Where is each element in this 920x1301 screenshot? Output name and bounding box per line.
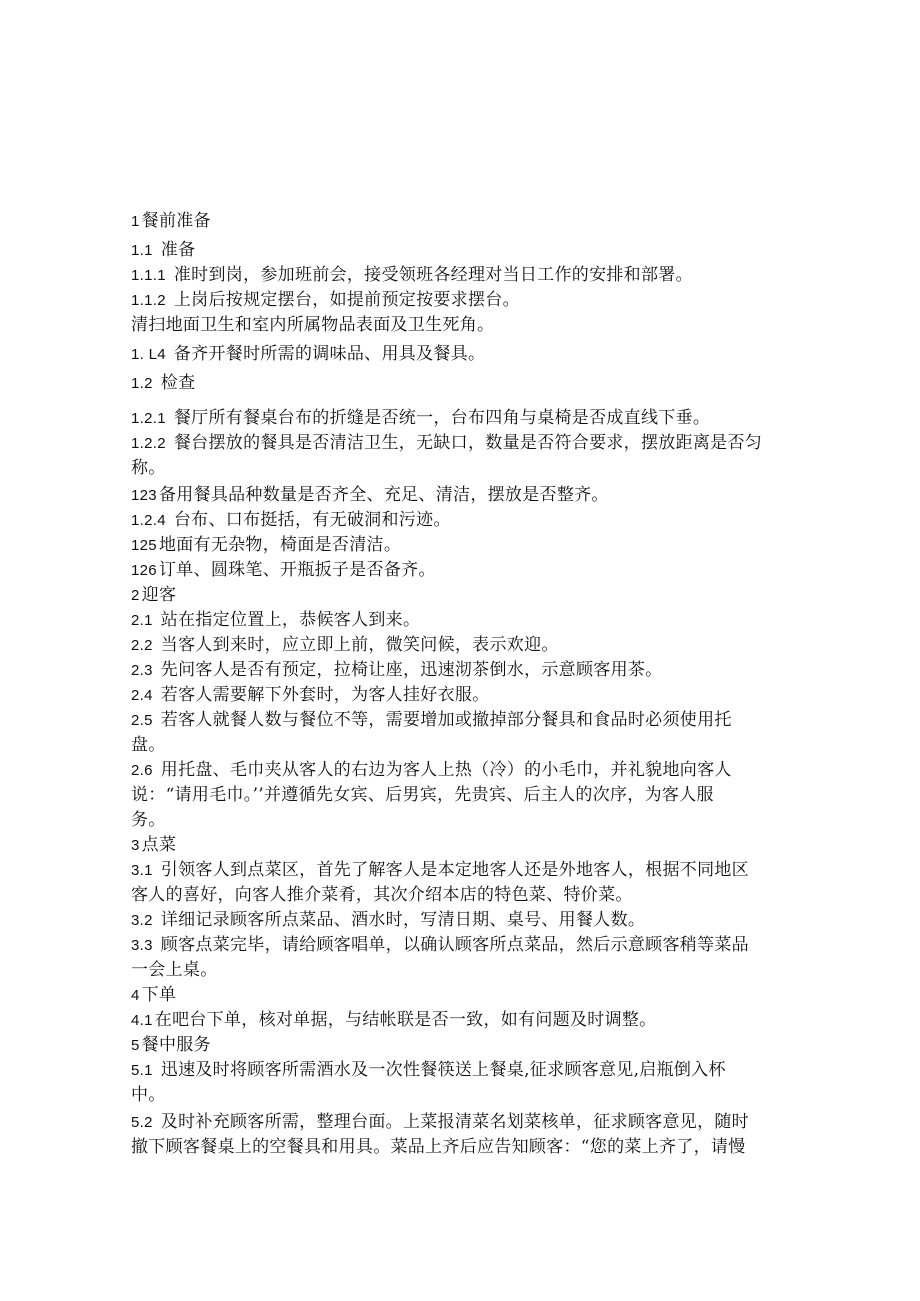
item-1-2-1: 1.2.1 餐厅所有餐桌台布的折缝是否统一，台布四角与桌椅是否成直线下垂。: [131, 408, 711, 428]
item-1-2-3: 123 备用餐具品种数量是否齐全、充足、清洁，摆放是否整齐。: [131, 485, 609, 505]
item-1-1-3: 清扫地面卫生和室内所属物品表面及卫生死角。: [131, 315, 495, 335]
item-2-1: 2.1 站在指定位置上，恭候客人到来。: [131, 610, 421, 630]
item-4-1: 4.1 在吧台下单，核对单据，与结帐联是否一致，如有问题及时调整。: [131, 1010, 657, 1030]
item-3-3-cont: 一会上桌。: [131, 960, 218, 980]
section-heading-1: 1 餐前准备: [131, 211, 211, 231]
item-1-2-2-cont: 称。: [131, 458, 166, 478]
item-3-3: 3.3 顾客点菜完毕，请给顾客唱单，以确认顾客所点菜品，然后示意顾客稍等菜品: [131, 935, 749, 955]
item-1-2-2: 1.2.2 餐台摆放的餐具是否清洁卫生，无缺口，数量是否符合要求，摆放距离是否匀: [131, 433, 763, 453]
item-5-2-cont: 撤下顾客餐桌上的空餐具和用具。菜品上齐后应告知顾客：“您的菜上齐了，请慢: [131, 1137, 746, 1157]
item-2-5-cont: 盘。: [131, 735, 166, 755]
document-body: [131, 209, 803, 1160]
section-heading-2: 2 迎客: [131, 585, 177, 605]
section-heading-3: 3 点菜: [131, 835, 177, 855]
item-3-1-cont: 客人的喜好，向客人推介菜肴，其次介绍本店的特色菜、特价菜。: [131, 885, 633, 905]
item-5-1: 5.1 迅速及时将顾客所需酒水及一次性餐筷送上餐桌,征求顾客意见,启瓶倒入杯: [131, 1060, 726, 1080]
item-3-1: 3.1 引领客人到点菜区，首先了解客人是本定地客人还是外地客人，根据不同地区: [131, 860, 749, 880]
item-1-1-1: 1.1.1 准时到岗，参加班前会，接受领班各经理对当日工作的安排和部署。: [131, 265, 693, 285]
subsection-heading-1-1: 1.1 准备: [131, 240, 196, 260]
item-5-2: 5.2 及时补充顾客所需，整理台面。上菜报清菜名划菜核单，征求顾客意见，随时: [131, 1112, 749, 1132]
item-1-1-2: 1.1.2 上岗后按规定摆台，如提前预定按要求摆台。: [131, 290, 520, 310]
item-1-2-6: 126 订单、圆珠笔、开瓶扳子是否备齐。: [131, 560, 436, 580]
section-heading-5: 5 餐中服务: [131, 1035, 211, 1055]
item-2-5: 2.5 若客人就餐人数与餐位不等，需要增加或撤掉部分餐具和食品时必须使用托: [131, 710, 732, 730]
item-2-6-cont-2: 务。: [131, 810, 166, 830]
item-1-2-4: 1.2.4 台布、口布挺括，有无破洞和污迹。: [131, 510, 451, 530]
item-2-3: 2.3 先问客人是否有预定，拉椅让座，迅速沏茶倒水，示意顾客用茶。: [131, 660, 663, 680]
item-5-1-cont: 中。: [131, 1085, 166, 1105]
item-2-6: 2.6 用托盘、毛巾夹从客人的右边为客人上热（冷）的小毛巾，并礼貌地向客人: [131, 760, 732, 780]
item-3-2: 3.2 详细记录顾客所点菜品、酒水时，写清日期、桌号、用餐人数。: [131, 910, 646, 930]
item-1-2-5: 125 地面有无杂物，椅面是否清洁。: [131, 535, 402, 555]
item-2-4: 2.4 若客人需要解下外套时，为客人挂好衣服。: [131, 685, 490, 705]
item-2-6-cont-1: 说：“请用毛巾。’’并遵循先女宾、后男宾，先贵宾、后主人的次序，为客人服: [131, 785, 714, 805]
subsection-heading-1-2: 1.2 检查: [131, 373, 196, 393]
item-2-2: 2.2 当客人到来时，应立即上前，微笑问候，表示欢迎。: [131, 635, 559, 655]
section-heading-4: 4 下单: [131, 985, 177, 1005]
item-1-1-4: 1. L4 备齐开餐时所需的调味品、用具及餐具。: [131, 344, 486, 364]
